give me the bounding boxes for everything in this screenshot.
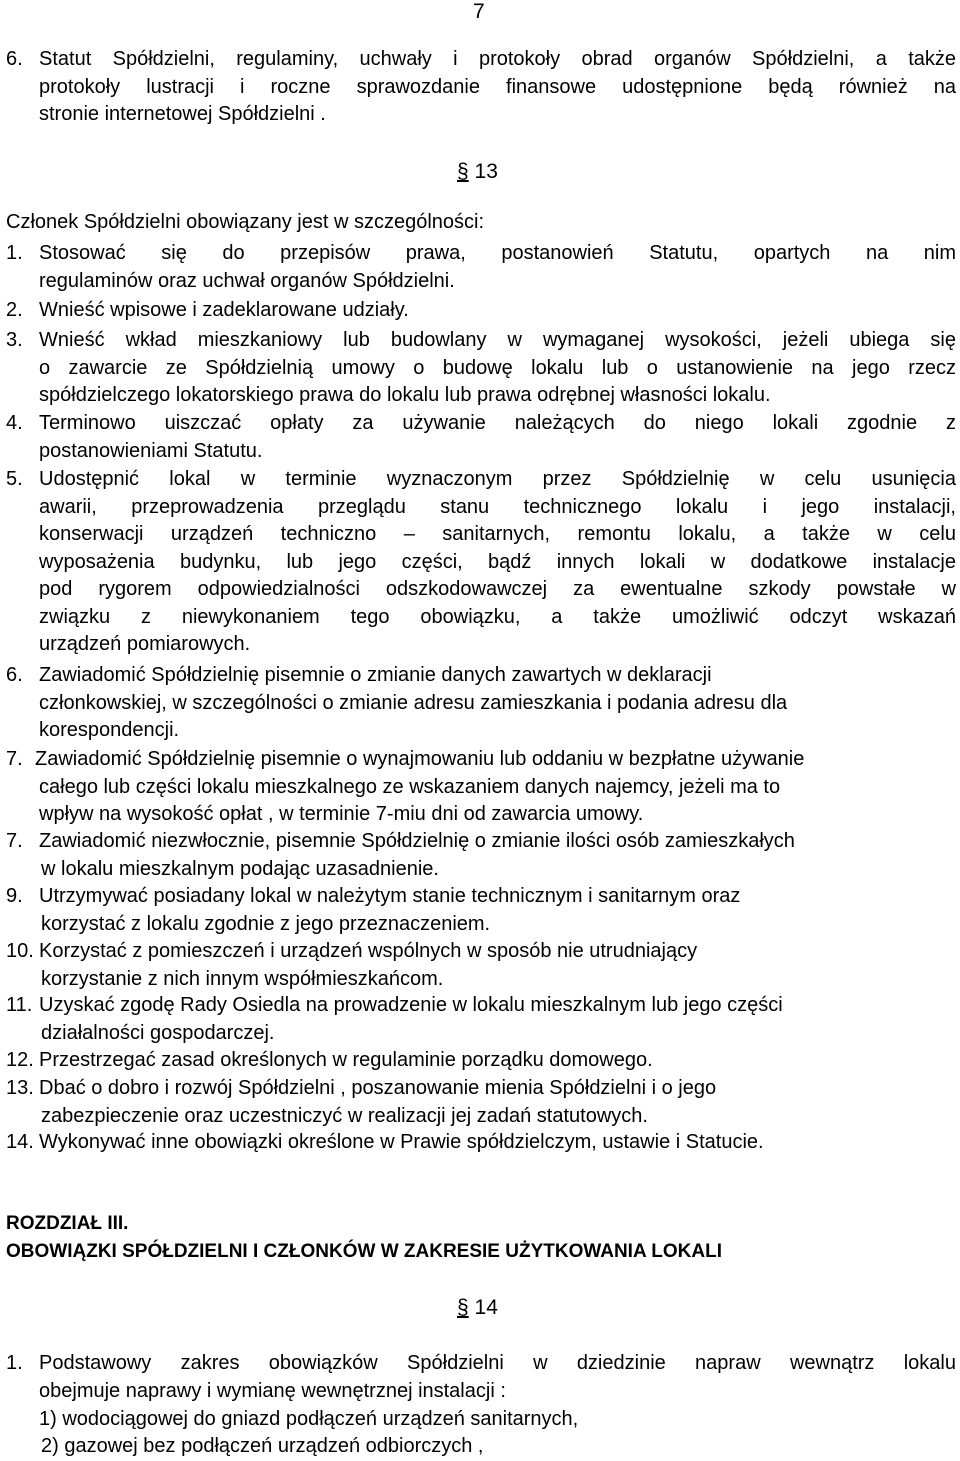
duty-text-line: wyposażenia budynku, lub jego części, bądź innych lokali w dodatkowe instalacje	[39, 551, 956, 573]
duty-text-line: zabezpieczenie oraz uczestniczyć w realizacji jej zadań statutowych.	[41, 1105, 648, 1127]
duty-text-line: konserwacji urządzeń techniczno – sanitarnych, remontu lokalu, a także w celu	[39, 523, 956, 545]
duty-text-line: o zawarcie ze Spółdzielnią umowy o budowę lokalu lub o ustanowienie na jego rzecz	[39, 357, 956, 379]
duty-text-line: członkowskiej, w szczególności o zmianie adresu zamieszkania i podania adresu dla	[39, 692, 788, 714]
duty-text-line: związku z niewykonaniem tego obowiązku, a także umożliwić odczyt wskazań	[39, 606, 956, 628]
paragraph-14-heading	[457, 1296, 498, 1320]
duty-text-line: działalności gospodarczej.	[41, 1022, 275, 1044]
item-text-line: 1) wodociągowej do gniazd podłączeń urządzeń sanitarnych,	[39, 1408, 579, 1430]
item-number: 6.	[6, 48, 23, 70]
duty-number: 7.	[6, 830, 23, 852]
duty-number: 11.	[6, 994, 33, 1016]
section-symbol: §	[457, 1296, 469, 1319]
duty-text-line: Zawiadomić niezwłocznie, pisemnie Spółdzielnię o zmianie ilości osób zamieszkałych	[39, 830, 795, 852]
duty-number: 13.	[6, 1077, 34, 1099]
duty-number: 6.	[6, 664, 23, 686]
paragraph-13-heading	[457, 160, 498, 184]
duty-number: 7.	[6, 748, 23, 770]
duty-text-line: Wnieść wpisowe i zadeklarowane udziały.	[39, 299, 409, 321]
duty-text-line: Korzystać z pomieszczeń i urządzeń wspólnych w sposób nie utrudniający	[39, 940, 698, 962]
duty-text-line: Udostępnić lokal w terminie wyznaczonym przez Spółdzielnię w celu usunięcia	[39, 468, 956, 490]
duty-number: 3.	[6, 329, 23, 351]
duty-text-line: postanowieniami Statutu.	[39, 440, 263, 462]
duty-text-line: Stosować się do przepisów prawa, postanowień Statutu, opartych na nim	[39, 242, 956, 264]
duty-text-line: Zawiadomić Spółdzielnię pisemnie o zmianie danych zawartych w deklaracji	[39, 664, 712, 686]
duty-text-line: pod rygorem odpowiedzialności odszkodowawczej za ewentualne szkody powstałe w	[39, 578, 956, 600]
duty-text-line: regulaminów oraz uchwał organów Spółdzielni.	[39, 270, 455, 292]
item-text-line: obejmuje naprawy i wymianę wewnętrznej instalacji :	[39, 1380, 506, 1402]
page-number: 7	[473, 0, 485, 23]
section-number: 14	[474, 1296, 498, 1319]
duty-text-line: wpływ na wysokość opłat , w terminie 7-miu dni od zawarcia umowy.	[39, 803, 644, 825]
duty-text-line: korespondencji.	[39, 719, 180, 741]
duty-text-line: spółdzielczego lokatorskiego prawa do lokalu lub prawa odrębnej własności lokalu.	[39, 384, 771, 406]
duty-text-line: urządzeń pomiarowych.	[39, 633, 251, 655]
duty-text-line: Przestrzegać zasad określonych w regulaminie porządku domowego.	[39, 1049, 653, 1071]
duty-number: 14.	[6, 1131, 34, 1153]
duty-number: 4.	[6, 412, 23, 434]
item-text-line: stronie internetowej Spółdzielni .	[39, 103, 326, 125]
duty-number: 10.	[6, 940, 34, 962]
item-text-line: 2) gazowej bez podłączeń urządzeń odbiorczych ,	[41, 1435, 484, 1457]
section-symbol: §	[457, 160, 469, 183]
duty-number: 1.	[6, 242, 23, 264]
duty-text-line: Utrzymywać posiadany lokal w należytym stanie technicznym i sanitarnym oraz	[39, 885, 741, 907]
duty-text-line: Uzyskać zgodę Rady Osiedla na prowadzenie w lokalu mieszkalnym lub jego części	[39, 994, 783, 1016]
duty-text-line: Dbać o dobro i rozwój Spółdzielni , poszanowanie mienia Spółdzielni i o jego	[39, 1077, 717, 1099]
duty-text-line: Wnieść wkład mieszkaniowy lub budowlany w wymaganej wysokości, jeżeli ubiega się	[39, 329, 956, 351]
item-text-line: protokoły lustracji i roczne sprawozdanie finansowe udostępnione będą również na	[39, 76, 956, 98]
duty-text-line: w lokalu mieszkalnym podając uzasadnienie.	[41, 858, 439, 880]
chapter-subtitle: OBOWIĄZKI SPÓŁDZIELNI I CZŁONKÓW W ZAKRESIE UŻYTKOWANIA LOKALI	[6, 1241, 722, 1262]
duty-text-line: Zawiadomić Spółdzielnię pisemnie o wynajmowaniu lub oddaniu w bezpłatne używanie	[35, 748, 805, 770]
duty-text-line: Wykonywać inne obowiązki określone w Prawie spółdzielczym, ustawie i Statucie.	[39, 1131, 764, 1153]
duty-text-line: całego lub części lokalu mieszkalnego ze wskazaniem danych najemcy, jeżeli ma to	[39, 776, 781, 798]
item-text-line: Statut Spółdzielni, regulaminy, uchwały i protokoły obrad organów Spółdzielni, a także	[39, 48, 956, 70]
duty-number: 2.	[6, 299, 23, 321]
duty-number: 5.	[6, 468, 23, 490]
item-number: 1.	[6, 1352, 23, 1374]
duty-text-line: Terminowo uiszczać opłaty za używanie należących do niego lokali zgodnie z	[39, 412, 956, 434]
duty-text-line: awarii, przeprowadzenia przeglądu stanu technicznego lokalu i jego instalacji,	[39, 496, 956, 518]
duty-text-line: korzystać z lokalu zgodnie z jego przeznaczeniem.	[41, 913, 491, 935]
duty-number: 9.	[6, 885, 23, 907]
chapter-title: ROZDZIAŁ III.	[6, 1213, 129, 1234]
item-text-line: Podstawowy zakres obowiązków Spółdzielni w dziedzinie napraw wewnątrz lokalu	[39, 1352, 956, 1374]
intro-text: Członek Spółdzielni obowiązany jest w szczególności:	[6, 211, 485, 233]
section-number: 13	[474, 160, 498, 183]
duty-text-line: korzystanie z nich innym współmieszkańcom.	[41, 968, 444, 990]
duty-number: 12.	[6, 1049, 34, 1071]
